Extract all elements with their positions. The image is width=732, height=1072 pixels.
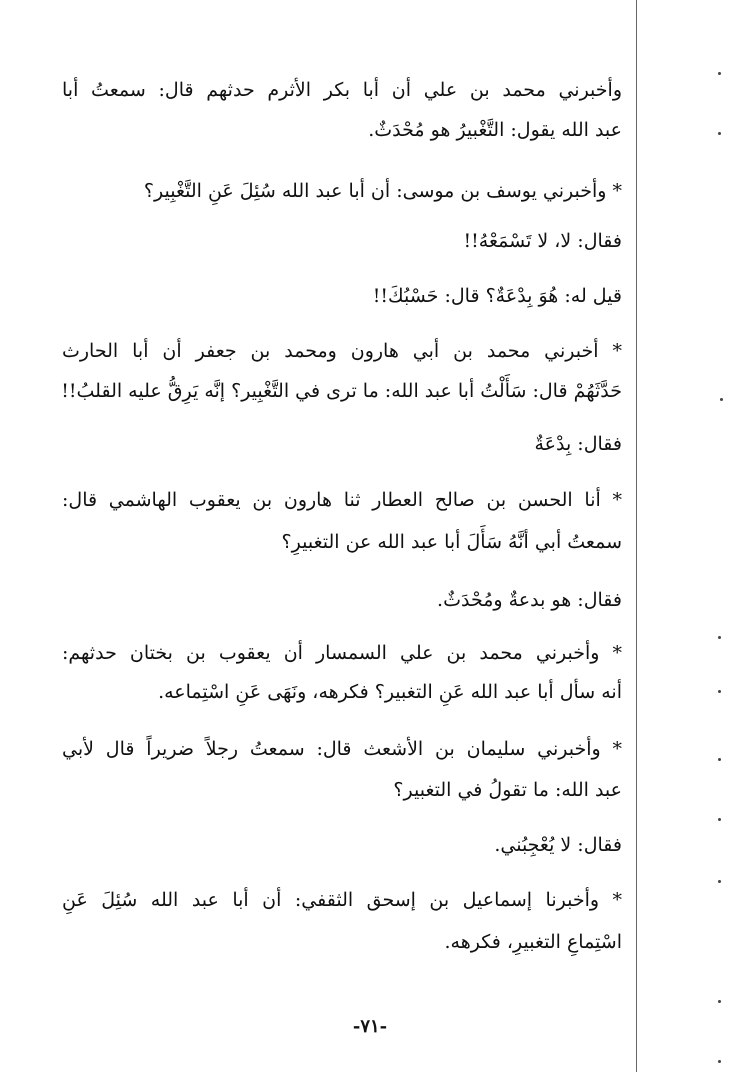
text-line: فقال: لا يُعْجِبُني.	[494, 834, 622, 856]
text-line: فقال: لا، لا تَسْمَعْهُ!!	[463, 230, 622, 252]
margin-mark	[718, 880, 721, 883]
text-line: أنه سأل أبا عبد الله عَنِ التغبير؟ فكرهه، ونَهَى عَنِ اسْتِماعه.	[158, 681, 622, 703]
margin-mark	[718, 758, 721, 761]
margin-mark	[718, 1000, 721, 1003]
text-line: وأخبرني محمد بن علي أن أبا بكر الأثرم حدثهم قال: سمعتُ أبا	[62, 79, 622, 101]
margin-mark	[718, 132, 721, 135]
page-body	[62, 0, 622, 1072]
text-line: سمعتُ أبي أنَّهُ سَأَلَ أبا عبد الله عن التغبيرِ؟	[281, 531, 622, 553]
margin-mark	[718, 1060, 721, 1063]
text-line: * وأخبرني يوسف بن موسى: أن أبا عبد الله سُئِلَ عَنِ التَّغْبِير؟	[143, 180, 622, 202]
text-line: * وأخبرنا إسماعيل بن إسحق الثقفي: أن أبا عبد الله سُئِلَ عَنِ	[62, 889, 622, 911]
text-line: فقال: بِدْعَةٌ	[534, 433, 622, 455]
text-line: عبد الله: ما تقولُ في التغبير؟	[393, 779, 622, 801]
text-line: * أنا الحسن بن صالح العطار ثنا هارون بن يعقوب الهاشمي قال:	[62, 489, 622, 511]
margin-mark	[718, 72, 721, 75]
text-line: * أخبرني محمد بن أبي هارون ومحمد بن جعفر أن أبا الحارث	[62, 340, 622, 362]
margin-mark	[718, 818, 721, 821]
text-line: فقال: هو بدعةٌ ومُحْدَثٌ.	[437, 589, 622, 611]
binding-gutter-line	[636, 0, 637, 1072]
margin-mark	[720, 398, 723, 401]
text-line: * وأخبرني محمد بن علي السمسار أن يعقوب بن بختان حدثهم:	[62, 642, 622, 664]
text-line: قيل له: هُوَ بِدْعَةٌ؟ قال: حَسْبُكَ!!	[372, 285, 622, 307]
text-line: عبد الله يقول: التَّغْبيرُ هو مُحْدَثٌ.	[368, 119, 622, 141]
margin-mark	[718, 690, 721, 693]
page-number: -٧١-	[352, 1016, 388, 1037]
margin-mark	[718, 636, 721, 639]
text-line: اسْتِماعِ التغبيرِ، فكرهه.	[444, 931, 622, 953]
text-line: حَدَّثَهُمْ قال: سَأَلْتُ أبا عبد الله: ما ترى في التَّغْبِير؟ إنَّه يَرِقُّ عليه القلبُ!!	[61, 380, 622, 402]
text-line: * وأخبرني سليمان بن الأشعث قال: سمعتُ رجلاً ضريراً قال لأبي	[62, 738, 622, 760]
